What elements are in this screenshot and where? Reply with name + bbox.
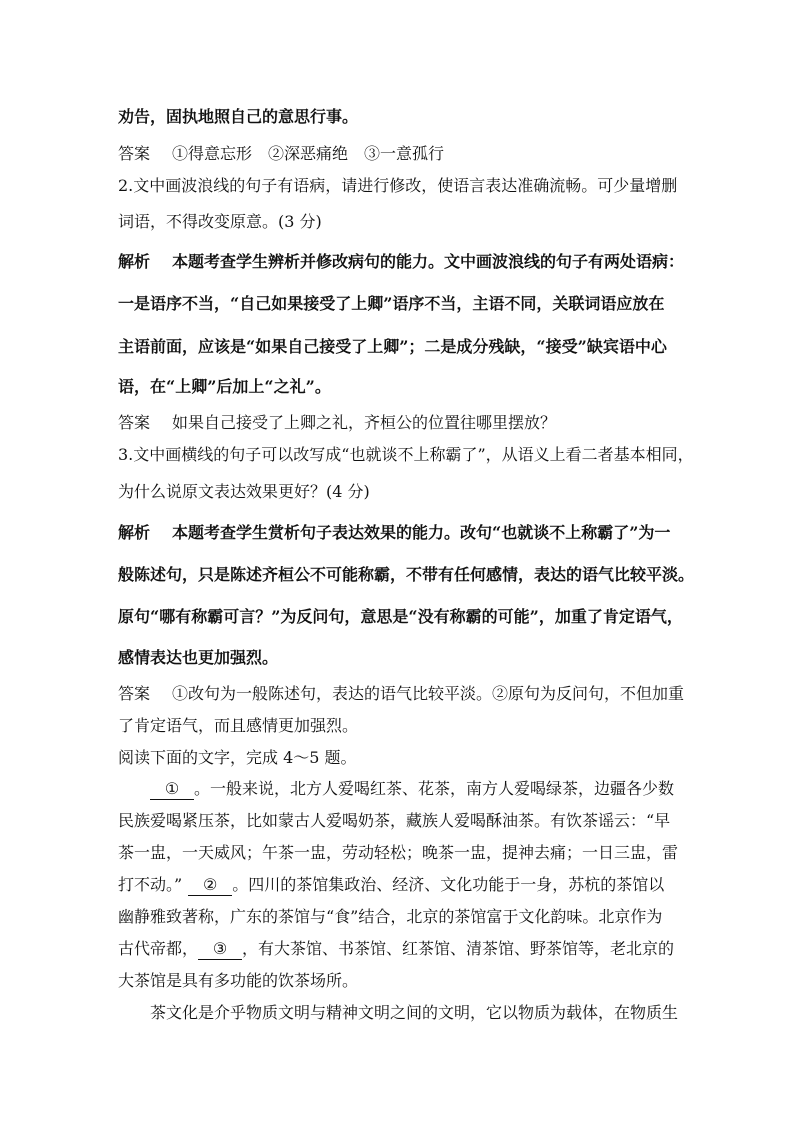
answer-2 bbox=[118, 413, 556, 433]
analysis-3-line-1 bbox=[118, 523, 670, 543]
analysis-2-line-1 bbox=[118, 252, 684, 272]
question-3-line-2: 为什么说原文表达效果更好？(4 分) bbox=[118, 482, 370, 501]
passage-text: 打不动。” bbox=[118, 875, 183, 894]
analysis-3-line-4: 感情表达也更加强烈。 bbox=[118, 648, 279, 667]
answer-label: 答案 bbox=[118, 144, 151, 163]
question-2-line-2: 词语，不得改变原意。(3 分) bbox=[118, 212, 322, 231]
blank-3: ③ bbox=[198, 939, 242, 960]
analysis-text: 本题考查学生赏析句子表达效果的能力。改句“也就谈不上称霸了”为一 bbox=[172, 523, 671, 542]
question-2-line-1: 2.文中画波浪线的句子有语病，请进行修改，使语言表达准确流畅。可少量增删 bbox=[118, 176, 678, 195]
analysis-label: 解析 bbox=[118, 252, 151, 271]
passage-line-6 bbox=[118, 939, 674, 960]
analysis-2-line-4: 语，在“上卿”后加上“之礼”。 bbox=[118, 377, 331, 396]
analysis-2-line-2: 一是语序不当，“自己如果接受了上卿”语序不当，主语不同，关联词语应放在 bbox=[118, 294, 665, 313]
answer-3-line-1 bbox=[118, 684, 684, 704]
passage-line-5: 幽静雅致著称，广东的茶馆与“食”结合，北京的茶馆富于文化韵味。北京作为 bbox=[118, 907, 663, 926]
passage-line-3: 茶一盅，一天威风；午茶一盅，劳动轻松；晚茶一盅，提神去痛；一日三盅，雷 bbox=[118, 843, 679, 862]
passage-line-7: 大茶馆是具有多功能的饮茶场所。 bbox=[118, 971, 359, 990]
analysis-label: 解析 bbox=[118, 523, 151, 542]
text-line: 劝告，固执地照自己的意思行事。 bbox=[118, 107, 359, 126]
question-3-line-1: 3.文中画横线的句子可以改写成“也就谈不上称霸了”，从语义上看二者基本相同， bbox=[118, 445, 694, 464]
passage-line-2: 民族爱喝紧压茶，比如蒙古人爱喝奶茶，藏族人爱喝酥油茶。有饮茶谣云：“早 bbox=[118, 811, 671, 830]
answer-label: 答案 bbox=[118, 684, 151, 703]
answer-text: ①改句为一般陈述句，表达的语气比较平淡。②原句为反问句，不但加重 bbox=[172, 684, 685, 703]
analysis-3-line-2: 般陈述句，只是陈述齐桓公不可能称霸，不带有任何感情，表达的语气比较平淡。 bbox=[118, 565, 695, 584]
passage-line-4 bbox=[118, 875, 664, 896]
answer-1 bbox=[118, 144, 444, 164]
reading-intro: 阅读下面的文字，完成 4～5 题。 bbox=[118, 748, 357, 767]
blank-2: ② bbox=[188, 875, 232, 896]
answer-text: 如果自己接受了上卿之礼，齐桓公的位置往哪里摆放？ bbox=[172, 413, 557, 432]
passage-text: ，有大茶馆、书茶馆、红茶馆、清茶馆、野茶馆等，老北京的 bbox=[242, 939, 675, 958]
passage-text: 古代帝都， bbox=[118, 939, 199, 958]
analysis-3-line-3: 原句“哪有称霸可言？”为反问句，意思是“没有称霸的可能”，加重了肯定语气， bbox=[118, 607, 683, 626]
passage-2-line-1: 茶文化是介乎物质文明与精神文明之间的文明，它以物质为载体，在物质生 bbox=[150, 1003, 679, 1022]
answer-label: 答案 bbox=[118, 413, 151, 432]
analysis-2-line-3: 主语前面，应该是“如果自己接受了上卿”；二是成分残缺，“接受”缺宾语中心 bbox=[118, 337, 667, 356]
answer-text: ①得意忘形 ②深恶痛绝 ③一意孤行 bbox=[172, 144, 445, 163]
blank-1: ① bbox=[150, 779, 194, 800]
passage-text: 。一般来说，北方人爱喝红茶、花茶，南方人爱喝绿茶，边疆各少数 bbox=[194, 779, 675, 798]
passage-text: 。四川的茶馆集政治、经济、文化功能于一身，苏杭的茶馆以 bbox=[232, 875, 665, 894]
answer-3-line-2: 了肯定语气，而且感情更加强烈。 bbox=[118, 716, 359, 735]
analysis-text: 本题考查学生辨析并修改病句的能力。文中画波浪线的句子有两处语病： bbox=[172, 252, 685, 271]
passage-line-1 bbox=[150, 779, 674, 800]
